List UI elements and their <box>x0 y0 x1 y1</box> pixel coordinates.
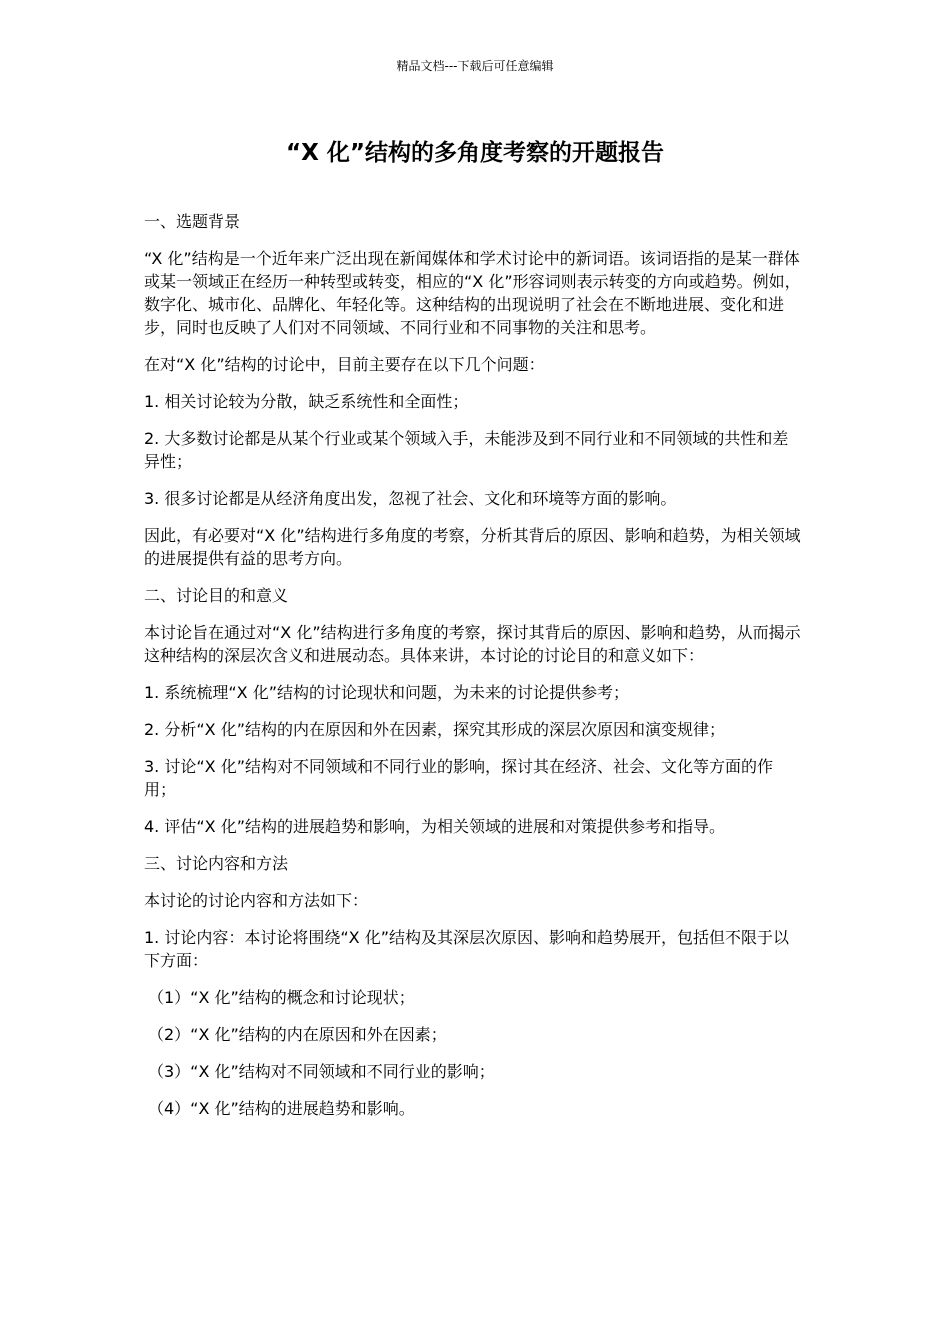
header-note: 精品文档---下载后可任意编辑 <box>396 59 554 73</box>
paragraph: 本讨论的讨论内容和方法如下： <box>144 891 369 910</box>
section-heading-content: 三、讨论内容和方法 <box>144 854 289 873</box>
sub-list-item: （1）“X 化”结构的概念和讨论现状； <box>148 988 415 1007</box>
sub-list-item: （3）“X 化”结构对不同领域和不同行业的影响； <box>148 1062 495 1081</box>
sub-list-item: （2）“X 化”结构的内在原因和外在因素； <box>148 1025 447 1044</box>
section-heading-purpose: 二、讨论目的和意义 <box>144 586 289 605</box>
document-title: “X 化”结构的多角度考察的开题报告 <box>286 140 664 166</box>
sub-list-item: （4）“X 化”结构的进展趋势和影响。 <box>148 1099 415 1118</box>
list-item: 1. 讨论内容：本讨论将围绕“X 化”结构及其深层次原因、影响和趋势展开，包括但不限于以下方面： <box>144 928 789 970</box>
paragraph: “X 化”结构是一个近年来广泛出现在新闻媒体和学术讨论中的新词语。该词语指的是某一群体或某一领域正在经历一种转型或转变，相应的“X 化”形容词则表示转变的方向或趋势。例如，数字化、城市化、品牌化、年轻化等。这种结构的出现说明了社会在不断地进展、变化和进步，同时也反映了人们对不同领域、不同行业和不同事物的关注和思考。 <box>144 249 801 337</box>
section-heading-background: 一、选题背景 <box>144 212 241 231</box>
list-item: 1. 系统梳理“X 化”结构的讨论现状和问题，为未来的讨论提供参考； <box>144 683 629 702</box>
list-item: 3. 很多讨论都是从经济角度出发，忽视了社会、文化和环境等方面的影响。 <box>144 489 677 508</box>
paragraph: 因此，有必要对“X 化”结构进行多角度的考察，分析其背后的原因、影响和趋势，为相关领域的进展提供有益的思考方向。 <box>144 526 801 568</box>
list-item: 4. 评估“X 化”结构的进展趋势和影响，为相关领域的进展和对策提供参考和指导。 <box>144 817 725 836</box>
paragraph: 在对“X 化”结构的讨论中，目前主要存在以下几个问题： <box>144 355 545 374</box>
list-item: 3. 讨论“X 化”结构对不同领域和不同行业的影响，探讨其在经济、社会、文化等方面的作用； <box>144 757 773 799</box>
list-item: 2. 分析“X 化”结构的内在原因和外在因素，探究其形成的深层次原因和演变规律； <box>144 720 725 739</box>
list-item: 1. 相关讨论较为分散，缺乏系统性和全面性； <box>144 392 469 411</box>
document-body <box>144 210 804 1134</box>
paragraph: 本讨论旨在通过对“X 化”结构进行多角度的考察，探讨其背后的原因、影响和趋势，从而揭示这种结构的深层次含义和进展动态。具体来讲，本讨论的讨论目的和意义如下： <box>144 623 801 665</box>
list-item: 2. 大多数讨论都是从某个行业或某个领域入手，未能涉及到不同行业和不同领域的共性和差异性； <box>144 429 789 471</box>
